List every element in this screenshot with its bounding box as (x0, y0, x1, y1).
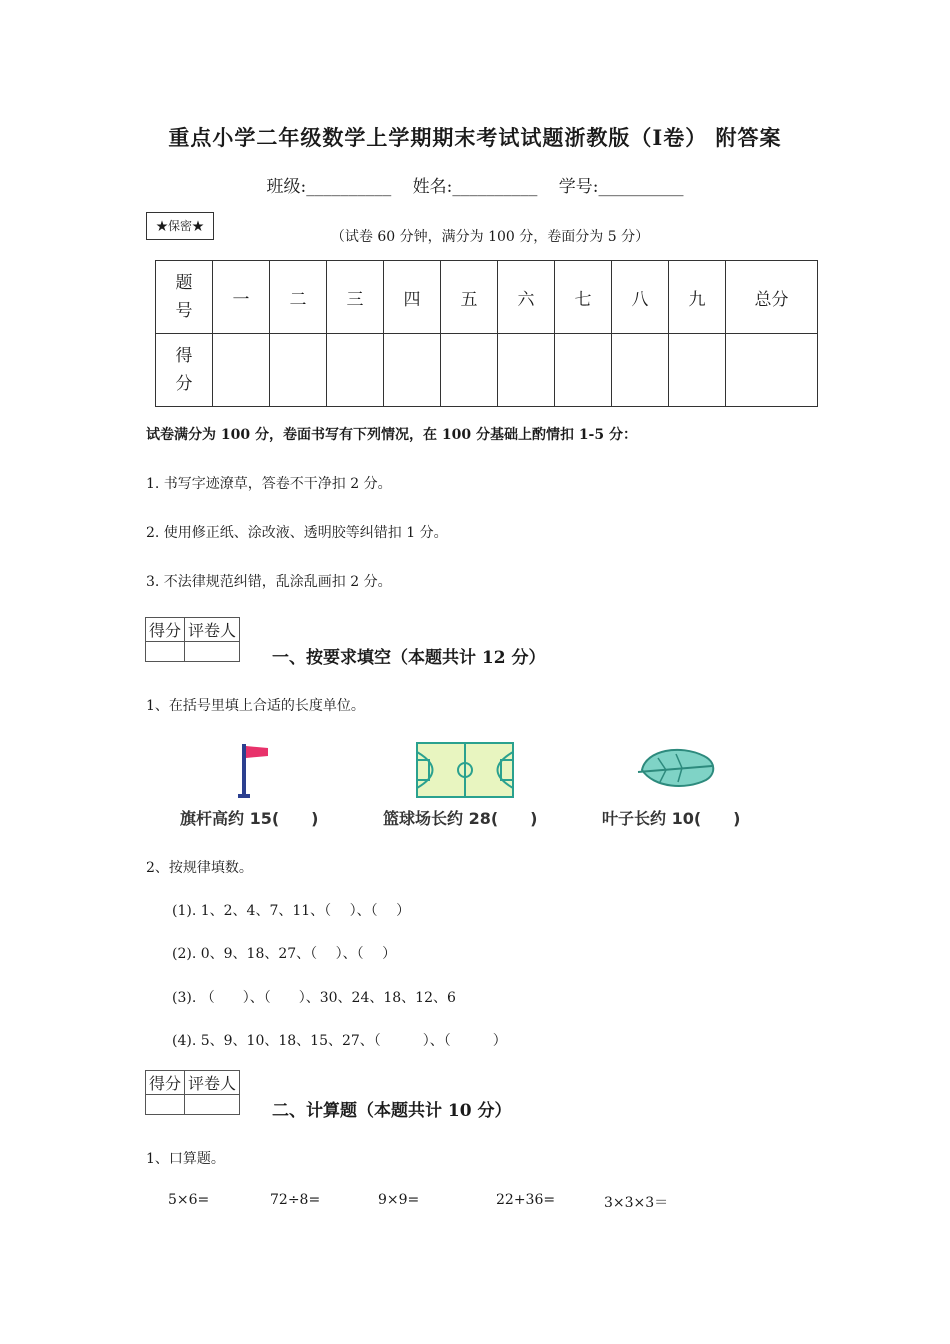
score-cell[interactable] (213, 334, 270, 407)
grader-score-cell[interactable] (146, 1095, 185, 1115)
calc-item: 5×6= (168, 1192, 210, 1208)
score-cell[interactable] (726, 334, 818, 407)
col-8: 八 (612, 261, 669, 334)
col-2: 二 (270, 261, 327, 334)
col-1: 一 (213, 261, 270, 334)
col-7: 七 (555, 261, 612, 334)
grader-score-label: 得分 (146, 1071, 185, 1095)
score-header-row (156, 261, 818, 334)
score-cell[interactable] (384, 334, 441, 407)
col-3: 三 (327, 261, 384, 334)
court-label: 篮球场长约 28( ) (383, 809, 538, 828)
flag-label: 旗杆高约 15( ) (180, 809, 319, 828)
score-cell[interactable] (270, 334, 327, 407)
grader-reviewer-label: 评卷人 (185, 1071, 240, 1095)
leaf-label: 叶子长约 10( ) (602, 809, 741, 828)
col-6: 六 (498, 261, 555, 334)
sequence-item: (4). 5、9、10、18、15、27、（ ）、（ ） (172, 1033, 507, 1049)
name-field[interactable]: 姓名:__________ (412, 177, 538, 197)
leaf-icon (636, 744, 718, 790)
class-field[interactable]: 班级:__________ (266, 177, 392, 197)
section1-title: 一、按要求填空（本题共计 12 分） (272, 648, 546, 668)
grader-reviewer-cell[interactable] (185, 1095, 240, 1115)
rule-item: 1. 书写字迹潦草，答卷不干净扣 2 分。 (146, 476, 392, 492)
score-cell[interactable] (498, 334, 555, 407)
student-info (0, 172, 950, 197)
sequence-item: (2). 0、9、18、27、（ ）、（ ） (172, 946, 397, 962)
score-cell[interactable] (555, 334, 612, 407)
col-total: 总分 (726, 261, 818, 334)
col-5: 五 (441, 261, 498, 334)
grader-box (145, 1070, 240, 1115)
sequence-item: (3). （ ）、（ ）、30、24、18、12、6 (172, 990, 456, 1006)
question-number-header: 题号 (156, 261, 213, 334)
calc-item: 3×3×3＝ (604, 1195, 669, 1211)
grader-reviewer-cell[interactable] (185, 642, 240, 662)
flag-icon (236, 740, 276, 800)
confidential-badge: ★保密★ (146, 212, 214, 240)
exam-note: （试卷 60 分钟，满分为 100 分，卷面分为 5 分） (330, 229, 650, 245)
score-cell[interactable] (612, 334, 669, 407)
calc-item: 22+36= (496, 1192, 556, 1208)
grader-score-label: 得分 (146, 618, 185, 642)
score-value-row (156, 334, 818, 407)
score-row-header: 得分 (156, 334, 213, 407)
score-table (155, 260, 818, 407)
rule-item: 3. 不法律规范纠错，乱涂乱画扣 2 分。 (146, 574, 392, 590)
number-field[interactable]: 学号:__________ (558, 177, 684, 197)
sequence-item: (1). 1、2、4、7、11、（ ）、（ ） (172, 903, 411, 919)
rule-item: 2. 使用修正纸、涂改液、透明胶等纠错扣 1 分。 (146, 525, 448, 541)
question-1-2: 2、按规律填数。 (146, 860, 253, 876)
calc-item: 72÷8= (270, 1192, 321, 1208)
score-cell[interactable] (327, 334, 384, 407)
score-cell[interactable] (669, 334, 726, 407)
grader-box (145, 617, 240, 662)
page-title: 重点小学二年级数学上学期期末考试试题浙教版（I卷） 附答案 (168, 125, 782, 150)
score-cell[interactable] (441, 334, 498, 407)
col-9: 九 (669, 261, 726, 334)
basketball-court-icon (416, 742, 514, 798)
calc-item: 9×9= (378, 1192, 420, 1208)
question-2-1: 1、口算题。 (146, 1151, 225, 1167)
grader-reviewer-label: 评卷人 (185, 618, 240, 642)
section2-title: 二、计算题（本题共计 10 分） (272, 1101, 512, 1121)
grader-score-cell[interactable] (146, 642, 185, 662)
question-1-1: 1、在括号里填上合适的长度单位。 (146, 698, 365, 714)
col-4: 四 (384, 261, 441, 334)
rules-heading: 试卷满分为 100 分，卷面书写有下列情况，在 100 分基础上酌情扣 1-5 分： (146, 427, 637, 443)
